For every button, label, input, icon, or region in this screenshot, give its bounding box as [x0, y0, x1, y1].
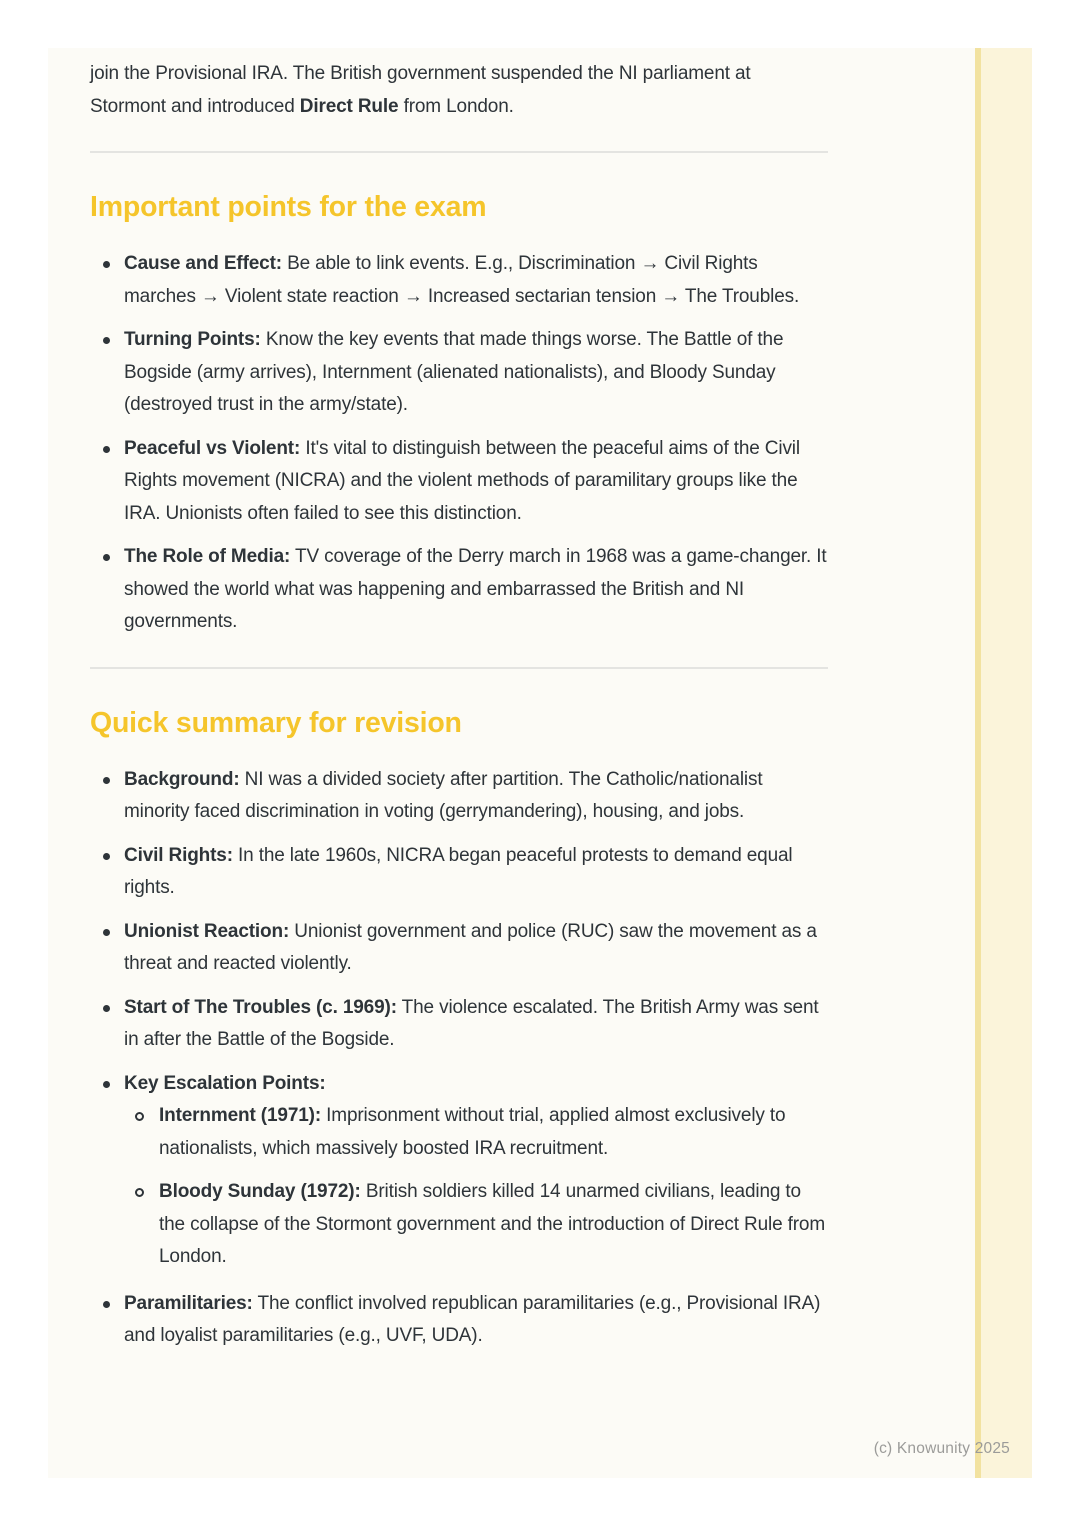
list-item-label: Paramilitaries: [124, 1292, 253, 1314]
intro-text-post: from London. [403, 95, 514, 117]
list-item-label: Turning Points: [124, 329, 261, 350]
list-item-label: Unionist Reaction: [124, 920, 290, 942]
list-item [90, 433, 828, 531]
list-item [90, 1068, 828, 1274]
nested-list-item [124, 1176, 828, 1274]
list-item-text: NI was a divided society after partition. The Catholic/nationalist minority faced discrimination in voting (gerrymandering), housing, and jobs. [124, 768, 763, 822]
list-item [90, 541, 828, 639]
list-item-label: Civil Rights: [124, 844, 233, 866]
list-item-text: TV coverage of the Derry march in 1968 was a game-changer. It showed the world what was happening and embarrassed the British and NI governments. [124, 546, 827, 632]
list-item-label: The Role of Media: [124, 546, 291, 567]
section-divider [90, 151, 828, 153]
list-item [90, 764, 828, 829]
section-heading-exam-points: Important points for the exam [90, 191, 487, 223]
intro-paragraph [90, 58, 828, 123]
list-item-label: Background: [124, 768, 240, 790]
list-item-text: Unionist government and police (RUC) saw the movement as a threat and reacted violently. [124, 920, 817, 974]
copyright-watermark: (c) Knowunity 2025 [873, 1440, 1010, 1457]
list-item-text: Imprisonment without trial, applied almost exclusively to nationalists, which massively boosted IRA recruitment. [159, 1105, 786, 1159]
bullet-list-exam-points [90, 248, 828, 639]
intro-text-pre: join the Provisional IRA. The British government suspended the NI parliament at Stormont and introduced [90, 63, 751, 117]
section-divider [90, 667, 828, 669]
nested-bullet-list [124, 1100, 828, 1274]
page-margin-stripe [981, 48, 1032, 1478]
document-page [48, 48, 1032, 1478]
list-item-text: The conflict involved republican paramilitaries (e.g., Provisional IRA) and loyalist paramilitaries (e.g., UVF, UDA). [124, 1292, 821, 1346]
list-item-label: Start of The Troubles (c. 1969): [124, 996, 397, 1018]
list-item-text: British soldiers killed 14 unarmed civilians, leading to the collapse of the Stormont government and the introduction of Direct Rule from London. [159, 1181, 826, 1267]
list-item [90, 1288, 828, 1353]
list-item [90, 992, 828, 1057]
list-item-label: Internment (1971): [159, 1105, 322, 1126]
list-item [90, 248, 828, 313]
intro-text-bold: Direct Rule [299, 95, 399, 117]
list-item [90, 324, 828, 422]
list-item-text: The violence escalated. The British Army was sent in after the Battle of the Bogside. [124, 996, 819, 1050]
page-margin-accent-line [975, 48, 981, 1478]
list-item-label: Cause and Effect: [124, 253, 282, 274]
page-content [90, 48, 828, 1364]
list-item-text: Know the key events that made things worse. The Battle of the Bogside (army arrives), Internment (alienated nationalists), and Bloody Sunday (destroyed trust in the army/state). [124, 329, 784, 415]
section-heading-quick-summary: Quick summary for revision [90, 706, 462, 739]
nested-list-item [124, 1100, 828, 1165]
list-item-label: Bloody Sunday (1972): [159, 1181, 361, 1202]
bullet-list-quick-summary [90, 764, 828, 1353]
list-item [90, 840, 828, 905]
list-item-text: It's vital to distinguish between the peaceful aims of the Civil Rights movement (NICRA) and the violent methods of paramilitary groups like the IRA. Unionists often failed to see this distinction. [124, 437, 800, 524]
list-item-label: Peaceful vs Violent: [124, 437, 301, 459]
list-item-text: Be able to link events. E.g., Discrimination → Civil Rights marches → Violent state reaction → Increased sectarian tension → The Troubles. [124, 253, 800, 307]
list-item-label: Key Escalation Points: [124, 1072, 326, 1094]
list-item-text: In the late 1960s, NICRA began peaceful protests to demand equal rights. [124, 844, 793, 898]
list-item [90, 916, 828, 981]
